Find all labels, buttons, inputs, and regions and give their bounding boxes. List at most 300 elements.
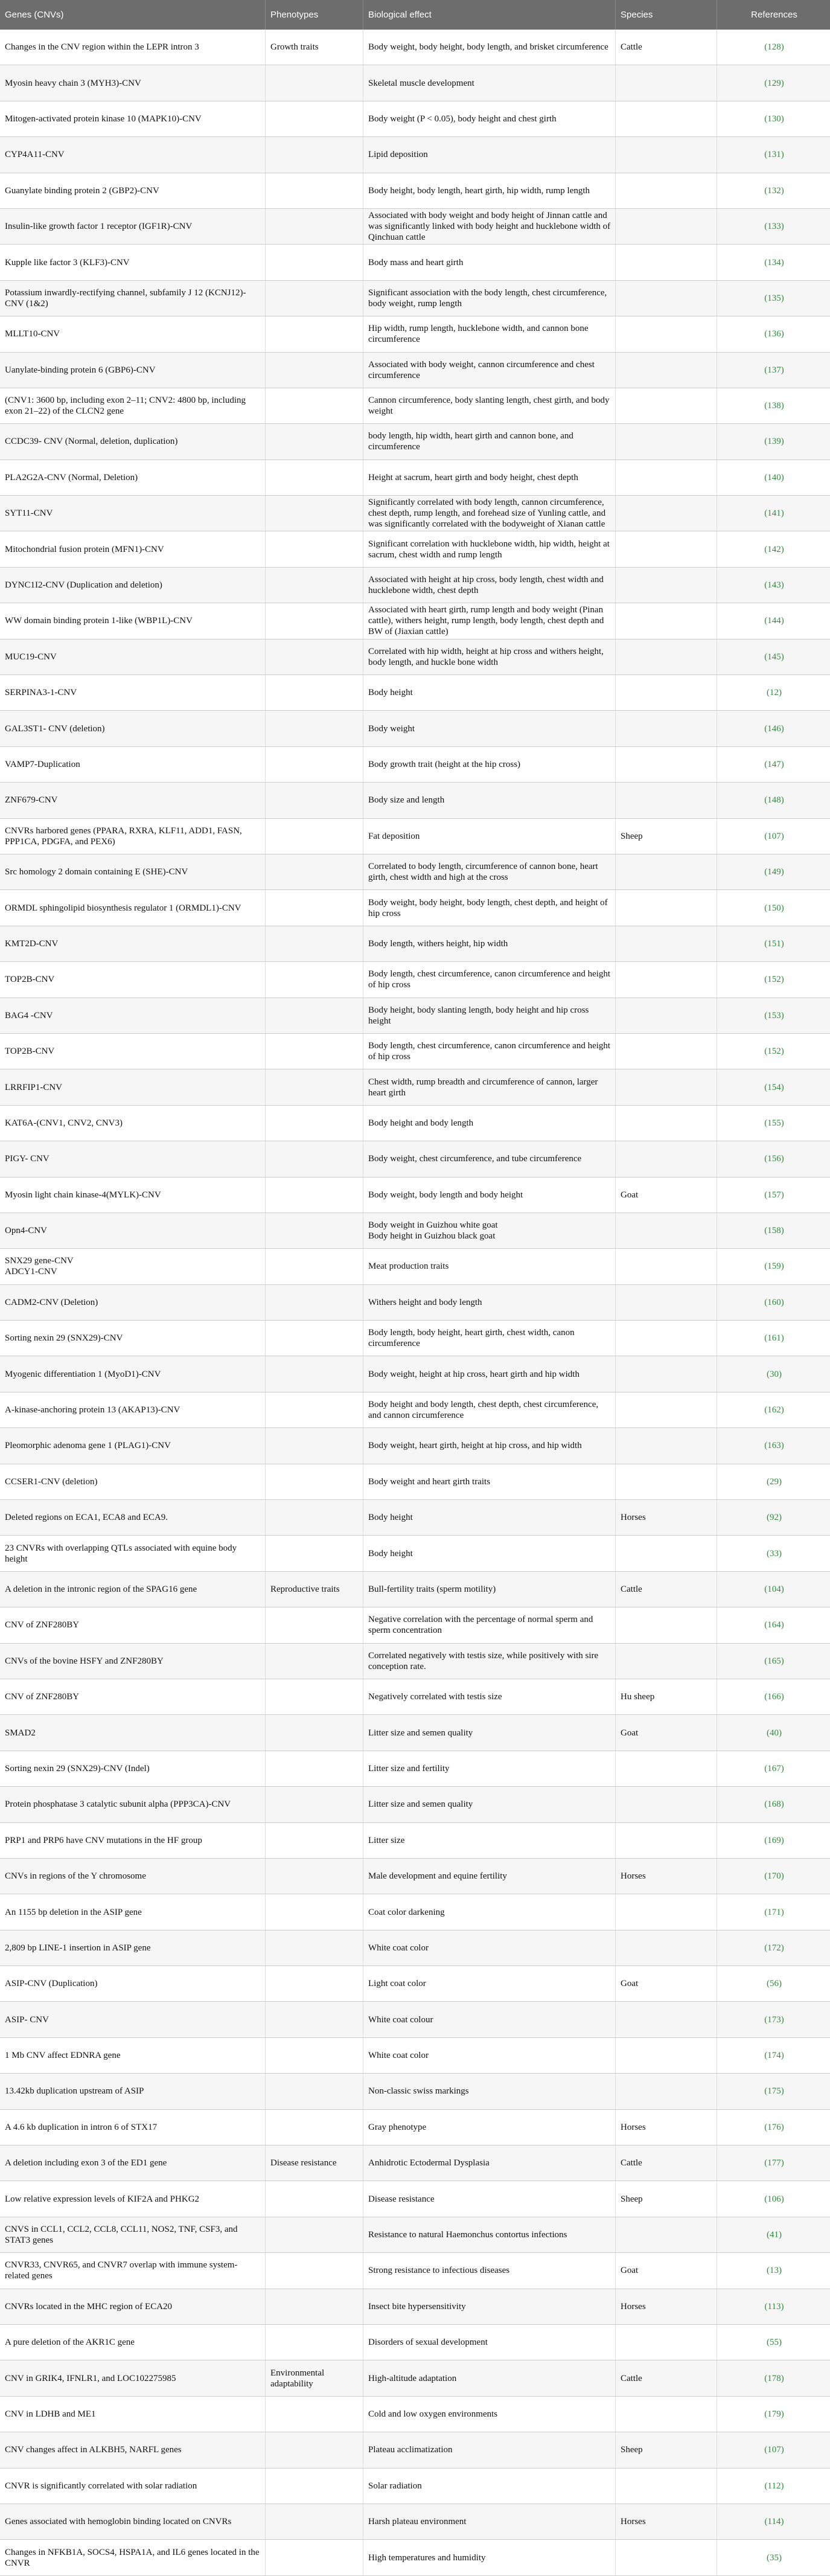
table-row xyxy=(0,1249,830,1284)
effect-cell: Body growth trait (height at the hip cross) xyxy=(363,747,616,782)
species-cell xyxy=(616,962,717,997)
phenotype-cell xyxy=(266,2432,363,2467)
species-cell: Goat xyxy=(616,1715,717,1750)
table-row xyxy=(0,1679,830,1715)
table-row xyxy=(0,1930,830,1966)
effect-cell: Body weight, chest circumference, and tube circumference xyxy=(363,1141,616,1176)
gene-cell: Myogenic differentiation 1 (MyoD1)-CNV xyxy=(0,1356,266,1391)
species-cell: Sheep xyxy=(616,2181,717,2216)
reference-link[interactable]: (178) xyxy=(764,2373,784,2383)
table-row xyxy=(0,173,830,209)
phenotype-cell xyxy=(266,926,363,961)
phenotype-cell xyxy=(266,316,363,351)
gene-cell: SERPINA3-1-CNV xyxy=(0,675,266,710)
phenotype-cell xyxy=(266,1069,363,1104)
gene-cell: A-kinase-anchoring protein 13 (AKAP13)-CNV xyxy=(0,1392,266,1427)
reference-link[interactable]: (162) xyxy=(764,1405,784,1415)
reference-link[interactable]: (175) xyxy=(764,2086,784,2097)
gene-cell: A pure deletion of the AKR1C gene xyxy=(0,2325,266,2360)
table-row xyxy=(0,568,830,603)
table-row xyxy=(0,316,830,352)
gene-cell: CNVRs located in the MHC region of ECA20 xyxy=(0,2289,266,2324)
phenotype-cell xyxy=(266,531,363,566)
phenotype-cell xyxy=(266,1894,363,1929)
phenotype-cell xyxy=(266,496,363,531)
species-cell xyxy=(616,209,717,244)
species-cell xyxy=(616,1787,717,1822)
gene-cell: ORMDL sphingolipid biosynthesis regulator 1 (ORMDL1)-CNV xyxy=(0,890,266,925)
species-cell xyxy=(616,1213,717,1248)
effect-cell: Body weight, body length and body height xyxy=(363,1177,616,1213)
species-cell: Horses xyxy=(616,1859,717,1894)
reference-link[interactable]: (167) xyxy=(764,1763,784,1773)
gene-cell: CNV in LDHB and ME1 xyxy=(0,2397,266,2432)
reference-link[interactable]: (166) xyxy=(764,1692,784,1702)
reference-link[interactable]: (128) xyxy=(764,42,784,53)
reference-link[interactable]: (132) xyxy=(764,185,784,196)
species-cell xyxy=(616,2074,717,2109)
species-cell xyxy=(616,1536,717,1571)
table-row xyxy=(0,137,830,173)
header-genes: Genes (CNVs) xyxy=(0,0,266,30)
effect-cell: Negative correlation with the percentage of normal sperm and sperm concentration xyxy=(363,1607,616,1642)
reference-link[interactable]: (172) xyxy=(764,1943,784,1953)
table-row xyxy=(0,1894,830,1930)
species-cell xyxy=(616,1069,717,1104)
reference-link[interactable]: (129) xyxy=(764,78,784,88)
reference-link[interactable]: (56) xyxy=(767,1979,782,1989)
effect-cell: Associated with height at hip cross, body length, chest width and hucklebone width, chest depth xyxy=(363,568,616,603)
table-row xyxy=(0,353,830,388)
reference-link[interactable]: (170) xyxy=(764,1871,784,1882)
gene-cell: CNVR33, CNVR65, and CNVR7 overlap with immune system-related genes xyxy=(0,2253,266,2288)
phenotype-cell xyxy=(266,854,363,889)
species-cell: Horses xyxy=(616,2504,717,2539)
gene-cell: Mitochondrial fusion protein (MFN1)-CNV xyxy=(0,531,266,566)
reference-link[interactable]: (159) xyxy=(764,1261,784,1272)
table-row xyxy=(0,496,830,531)
phenotype-cell xyxy=(266,353,363,388)
table-row xyxy=(0,1644,830,1679)
table-row xyxy=(0,854,830,890)
reference-link[interactable]: (154) xyxy=(764,1082,784,1092)
species-cell xyxy=(616,2540,717,2575)
gene-cell: PLA2G2A-CNV (Normal, Deletion) xyxy=(0,460,266,495)
reference-link[interactable]: (134) xyxy=(764,257,784,268)
table-row xyxy=(0,1823,830,1859)
effect-cell: White coat colour xyxy=(363,2002,616,2037)
phenotype-cell xyxy=(266,1787,363,1822)
reference-link[interactable]: (33) xyxy=(767,1548,782,1559)
reference-link[interactable]: (149) xyxy=(764,867,784,877)
reference-link[interactable]: (92) xyxy=(767,1513,782,1523)
effect-cell: Anhidrotic Ectodermal Dysplasia xyxy=(363,2145,616,2180)
table-row xyxy=(0,1500,830,1536)
gene-cell: GAL3ST1- CNV (deletion) xyxy=(0,711,266,746)
phenotype-cell xyxy=(266,1464,363,1499)
reference-link[interactable]: (107) xyxy=(764,2445,784,2455)
reference-link[interactable]: (148) xyxy=(764,795,784,806)
species-cell xyxy=(616,460,717,495)
gene-cell: Kupple like factor 3 (KLF3)-CNV xyxy=(0,245,266,280)
reference-link[interactable]: (171) xyxy=(764,1907,784,1917)
species-cell xyxy=(616,137,717,172)
reference-link[interactable]: (151) xyxy=(764,938,784,949)
species-cell xyxy=(616,2325,717,2360)
gene-cell: MUC19-CNV xyxy=(0,639,266,674)
reference-link[interactable]: (147) xyxy=(764,760,784,769)
phenotype-cell xyxy=(266,962,363,997)
species-cell xyxy=(616,1894,717,1929)
phenotype-cell xyxy=(266,1034,363,1069)
reference-link[interactable]: (104) xyxy=(764,1584,784,1594)
effect-cell: Body weight, height at hip cross, heart girth and hip width xyxy=(363,1356,616,1391)
effect-cell: Body weight, body height, body length, chest depth, and height of hip cross xyxy=(363,890,616,925)
gene-cell: CYP4A11-CNV xyxy=(0,137,266,172)
species-cell xyxy=(616,854,717,889)
effect-cell: Withers height and body length xyxy=(363,1285,616,1320)
effect-cell: Body length, chest circumference, canon circumference and height of hip cross xyxy=(363,1034,616,1069)
reference-link[interactable]: (130) xyxy=(764,114,784,124)
reference-link[interactable]: (177) xyxy=(764,2158,784,2168)
species-cell: Horses xyxy=(616,2289,717,2324)
phenotype-cell xyxy=(266,173,363,208)
phenotype-cell: Environmental adaptability xyxy=(266,2360,363,2395)
effect-cell: Meat production traits xyxy=(363,1249,616,1284)
reference-link[interactable]: (161) xyxy=(764,1333,784,1344)
table-row xyxy=(0,2397,830,2432)
phenotype-cell xyxy=(266,2038,363,2073)
effect-cell: Body height, body slanting length, body height and hip cross height xyxy=(363,998,616,1033)
effect-cell: Body length, withers height, hip width xyxy=(363,926,616,961)
species-cell xyxy=(616,496,717,531)
table-row xyxy=(0,1285,830,1321)
species-cell xyxy=(616,675,717,710)
effect-cell: Body size and length xyxy=(363,783,616,818)
phenotype-cell xyxy=(266,1859,363,1894)
effect-cell: Litter size and fertility xyxy=(363,1751,616,1786)
phenotype-cell xyxy=(266,2504,363,2539)
table-row xyxy=(0,1034,830,1069)
phenotype-cell xyxy=(266,388,363,423)
gene-cell: CNV of ZNF280BY xyxy=(0,1679,266,1714)
table-row xyxy=(0,1106,830,1141)
effect-cell: Fat deposition xyxy=(363,819,616,854)
species-cell xyxy=(616,603,717,638)
gene-cell: Insulin-like growth factor 1 receptor (IGF1R)-CNV xyxy=(0,209,266,244)
effect-cell: Body weight and heart girth traits xyxy=(363,1464,616,1499)
table-row xyxy=(0,1213,830,1249)
reference-link[interactable]: (156) xyxy=(764,1154,784,1164)
gene-cell: ASIP- CNV xyxy=(0,2002,266,2037)
gene-cell: SNX29 gene-CNV ADCY1-CNV xyxy=(0,1249,266,1284)
phenotype-cell xyxy=(266,568,363,603)
gene-cell: CNVS in CCL1, CCL2, CCL8, CCL11, NOS2, TNF, CSF3, and STAT3 genes xyxy=(0,2217,266,2252)
table-row xyxy=(0,424,830,460)
effect-cell: Chest width, rump breadth and circumference of cannon, larger heart girth xyxy=(363,1069,616,1104)
effect-cell: White coat color xyxy=(363,1930,616,1966)
gene-cell: ASIP-CNV (Duplication) xyxy=(0,1966,266,2001)
reference-link[interactable]: (12) xyxy=(767,688,782,698)
species-cell xyxy=(616,2397,717,2432)
table-row xyxy=(0,711,830,746)
reference-link[interactable]: (176) xyxy=(764,2122,784,2132)
reference-link[interactable]: (164) xyxy=(764,1620,784,1630)
reference-link[interactable]: (158) xyxy=(764,1226,784,1236)
effect-cell: Correlated with hip width, height at hip cross and withers height, body length, and huckle bone width xyxy=(363,639,616,674)
species-cell: Cattle xyxy=(616,2360,717,2395)
gene-cell: TOP2B-CNV xyxy=(0,962,266,997)
gene-cell: (CNV1: 3600 bp, including exon 2–11; CNV2: 4800 bp, including exon 21–22) of the CLCN2 gene xyxy=(0,388,266,423)
reference-link[interactable]: (169) xyxy=(764,1835,784,1845)
table-row xyxy=(0,65,830,101)
reference-link[interactable]: (40) xyxy=(767,1728,782,1738)
table-row xyxy=(0,30,830,65)
effect-cell: Significant association with the body length, chest circumference, body weight, rump length xyxy=(363,281,616,316)
phenotype-cell xyxy=(266,2253,363,2288)
effect-cell: Correlated negatively with testis size, while positively with sire conception rate. xyxy=(363,1644,616,1679)
species-cell xyxy=(616,890,717,925)
reference-link[interactable]: (163) xyxy=(764,1441,784,1451)
species-cell: Cattle xyxy=(616,2145,717,2180)
gene-cell: Sorting nexin 29 (SNX29)-CNV xyxy=(0,1321,266,1356)
table-row xyxy=(0,1069,830,1105)
phenotype-cell xyxy=(266,460,363,495)
reference-link[interactable]: (141) xyxy=(764,508,784,519)
reference-link[interactable]: (145) xyxy=(764,652,784,662)
reference-link[interactable]: (41) xyxy=(767,2230,782,2240)
table-row xyxy=(0,1751,830,1787)
species-cell xyxy=(616,1823,717,1858)
phenotype-cell xyxy=(266,1213,363,1248)
phenotype-cell xyxy=(266,1249,363,1284)
reference-link[interactable]: (140) xyxy=(764,472,784,482)
table-row xyxy=(0,1428,830,1464)
gene-cell: 13.42kb duplication upstream of ASIP xyxy=(0,2074,266,2109)
effect-cell: Male development and equine fertility xyxy=(363,1859,616,1894)
reference-link[interactable]: (112) xyxy=(764,2481,784,2491)
table-row xyxy=(0,2289,830,2325)
gene-cell: Protein phosphatase 3 catalytic subunit alpha (PPP3CA)-CNV xyxy=(0,1787,266,1822)
table-row xyxy=(0,1321,830,1356)
species-cell xyxy=(616,639,717,674)
reference-link[interactable]: (113) xyxy=(764,2301,784,2312)
reference-link[interactable]: (155) xyxy=(764,1118,784,1128)
gene-cell: A deletion in the intronic region of the SPAG16 gene xyxy=(0,1572,266,1607)
reference-link[interactable]: (152) xyxy=(764,975,784,985)
effect-cell: White coat color xyxy=(363,2038,616,2073)
table-row xyxy=(0,890,830,926)
phenotype-cell xyxy=(266,2397,363,2432)
phenotype-cell: Reproductive traits xyxy=(266,1572,363,1607)
effect-cell: Body weight, body height, body length, and brisket circumference xyxy=(363,30,616,65)
phenotype-cell xyxy=(266,783,363,818)
species-cell xyxy=(616,2038,717,2073)
table-row xyxy=(0,1572,830,1607)
table-row xyxy=(0,281,830,316)
reference-link[interactable]: (174) xyxy=(764,2051,784,2061)
table-row xyxy=(0,531,830,567)
reference-link[interactable]: (136) xyxy=(764,329,784,339)
phenotype-cell xyxy=(266,819,363,854)
reference-link[interactable]: (179) xyxy=(764,2409,784,2419)
phenotype-cell xyxy=(266,2217,363,2252)
species-cell xyxy=(616,1106,717,1141)
gene-cell: An 1155 bp deletion in the ASIP gene xyxy=(0,1894,266,1929)
reference-link[interactable]: (142) xyxy=(764,544,784,554)
species-cell xyxy=(616,388,717,423)
gene-cell: TOP2B-CNV xyxy=(0,1034,266,1069)
gene-cell: CADM2-CNV (Deletion) xyxy=(0,1285,266,1320)
reference-link[interactable]: (131) xyxy=(764,150,784,160)
species-cell: Goat xyxy=(616,1177,717,1213)
table-row xyxy=(0,209,830,245)
reference-link[interactable]: (114) xyxy=(764,2517,784,2527)
table-row xyxy=(0,460,830,496)
species-cell xyxy=(616,2002,717,2037)
table-row xyxy=(0,2253,830,2289)
phenotype-cell xyxy=(266,1715,363,1750)
reference-link[interactable]: (139) xyxy=(764,437,784,447)
effect-cell: Coat color darkening xyxy=(363,1894,616,1929)
phenotype-cell xyxy=(266,1607,363,1642)
table-row xyxy=(0,2002,830,2037)
phenotype-cell xyxy=(266,639,363,674)
reference-link[interactable]: (29) xyxy=(767,1476,782,1487)
reference-link[interactable]: (143) xyxy=(764,580,784,591)
gene-cell: Genes associated with hemoglobin binding located on CNVRs xyxy=(0,2504,266,2539)
effect-cell: Associated with heart girth, rump length and body weight (Pinan cattle), withers height, rump length, body length, chest depth and BW of (Jiaxian cattle) xyxy=(363,603,616,638)
gene-cell: Guanylate binding protein 2 (GBP2)-CNV xyxy=(0,173,266,208)
gene-cell: DYNC1I2-CNV (Duplication and deletion) xyxy=(0,568,266,603)
reference-link[interactable]: (106) xyxy=(764,2194,784,2204)
species-cell xyxy=(616,1751,717,1786)
reference-link[interactable]: (152) xyxy=(764,1046,784,1057)
phenotype-cell xyxy=(266,101,363,136)
reference-link[interactable]: (13) xyxy=(767,2266,782,2276)
gene-cell: MLLT10-CNV xyxy=(0,316,266,351)
species-cell xyxy=(616,926,717,961)
phenotype-cell xyxy=(266,2181,363,2216)
header-species: Species xyxy=(616,0,717,30)
reference-link[interactable]: (168) xyxy=(764,1799,784,1810)
effect-cell: Insect bite hypersensitivity xyxy=(363,2289,616,2324)
gene-cell: KMT2D-CNV xyxy=(0,926,266,961)
header-references: References xyxy=(751,9,797,20)
phenotype-cell xyxy=(266,1285,363,1320)
species-cell xyxy=(616,1607,717,1642)
table-row xyxy=(0,2181,830,2217)
phenotype-cell xyxy=(266,1823,363,1858)
reference-link[interactable]: (138) xyxy=(764,401,784,411)
header-biological-effect: Biological effect xyxy=(363,0,616,30)
reference-link[interactable]: (107) xyxy=(764,831,784,841)
reference-link[interactable]: (135) xyxy=(764,293,784,303)
phenotype-cell xyxy=(266,209,363,244)
phenotype-cell xyxy=(266,2325,363,2360)
species-cell: Goat xyxy=(616,1966,717,2001)
gene-cell: A deletion including exon 3 of the ED1 gene xyxy=(0,2145,266,2180)
table-row xyxy=(0,2432,830,2468)
phenotype-cell xyxy=(266,2110,363,2145)
reference-link[interactable]: (173) xyxy=(764,2014,784,2025)
phenotype-cell xyxy=(266,2074,363,2109)
reference-link[interactable]: (160) xyxy=(764,1297,784,1307)
table-row xyxy=(0,2325,830,2360)
phenotype-cell xyxy=(266,2469,363,2504)
reference-link[interactable]: (55) xyxy=(767,2337,782,2348)
gene-cell: PIGY- CNV xyxy=(0,1141,266,1176)
phenotype-cell xyxy=(266,1966,363,2001)
effect-cell: Negatively correlated with testis size xyxy=(363,1679,616,1714)
gene-cell: 1 Mb CNV affect EDNRA gene xyxy=(0,2038,266,2073)
effect-cell: Plateau acclimatization xyxy=(363,2432,616,2467)
phenotype-cell: Growth traits xyxy=(266,30,363,65)
effect-cell: Litter size xyxy=(363,1823,616,1858)
reference-link[interactable]: (137) xyxy=(764,365,784,375)
gene-cell: BAG4 -CNV xyxy=(0,998,266,1033)
species-cell xyxy=(616,101,717,136)
reference-link[interactable]: (153) xyxy=(764,1010,784,1020)
reference-link[interactable]: (157) xyxy=(764,1190,784,1200)
phenotype-cell: Disease resistance xyxy=(266,2145,363,2180)
reference-link[interactable]: (165) xyxy=(764,1656,784,1666)
species-cell xyxy=(616,1930,717,1966)
phenotype-cell xyxy=(266,1141,363,1176)
species-cell xyxy=(616,2217,717,2252)
reference-link[interactable]: (146) xyxy=(764,723,784,734)
species-cell: Horses xyxy=(616,1500,717,1535)
species-cell: Hu sheep xyxy=(616,1679,717,1714)
table-row xyxy=(0,1356,830,1392)
species-cell xyxy=(616,1392,717,1427)
table-row xyxy=(0,1464,830,1500)
reference-link[interactable]: (150) xyxy=(764,903,784,913)
table-row xyxy=(0,1966,830,2002)
phenotype-cell xyxy=(266,1356,363,1391)
table-row xyxy=(0,1536,830,1571)
reference-link[interactable]: (30) xyxy=(767,1369,782,1379)
effect-cell: Body weight (P < 0.05), body height and chest girth xyxy=(363,101,616,136)
table-row xyxy=(0,675,830,711)
table-row xyxy=(0,2469,830,2504)
effect-cell: Body length, body height, heart girth, chest width, canon circumference xyxy=(363,1321,616,1356)
effect-cell: Body weight in Guizhou white goat Body height in Guizhou black goat xyxy=(363,1213,616,1248)
reference-link[interactable]: (133) xyxy=(764,222,784,232)
effect-cell: Cannon circumference, body slanting length, chest girth, and body weight xyxy=(363,388,616,423)
table-row xyxy=(0,962,830,998)
effect-cell: Body height, body length, heart girth, hip width, rump length xyxy=(363,173,616,208)
phenotype-cell xyxy=(266,1177,363,1213)
table-row xyxy=(0,2540,830,2575)
effect-cell: Gray phenotype xyxy=(363,2110,616,2145)
reference-link[interactable]: (144) xyxy=(764,616,784,626)
phenotype-cell xyxy=(266,603,363,638)
reference-link[interactable]: (35) xyxy=(767,2552,782,2563)
effect-cell: Lipid deposition xyxy=(363,137,616,172)
species-cell: Goat xyxy=(616,2253,717,2288)
gene-cell: Myosin heavy chain 3 (MYH3)-CNV xyxy=(0,65,266,100)
effect-cell: Body height and body length, chest depth, chest circumference, and cannon circumference xyxy=(363,1392,616,1427)
effect-cell: Significant correlation with hucklebone width, hip width, height at sacrum, chest width and rump length xyxy=(363,531,616,566)
species-cell xyxy=(616,65,717,100)
table-body xyxy=(0,30,830,2576)
gene-cell: WW domain binding protein 1-like (WBP1L)-CNV xyxy=(0,603,266,638)
phenotype-cell xyxy=(266,711,363,746)
species-cell xyxy=(616,353,717,388)
gene-cell: Mitogen-activated protein kinase 10 (MAPK10)-CNV xyxy=(0,101,266,136)
species-cell xyxy=(616,245,717,280)
